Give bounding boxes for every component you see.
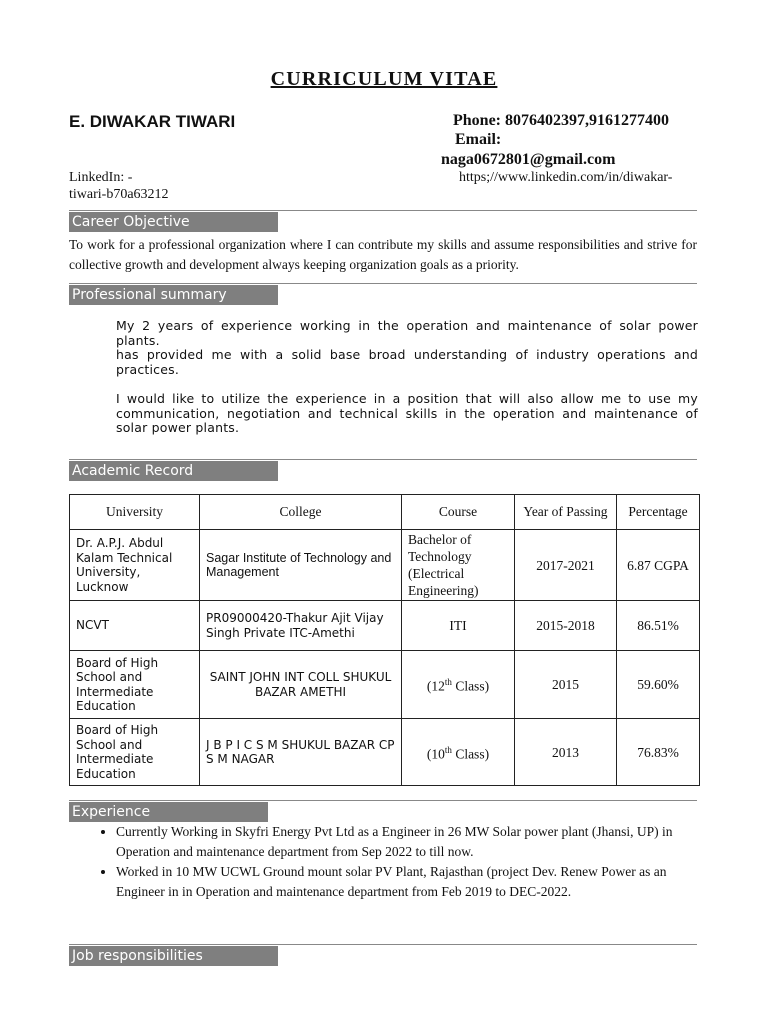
section-divider: [69, 944, 697, 945]
section-heading-experience: Experience: [69, 802, 268, 822]
experience-list: [69, 822, 697, 902]
cell-course: (12th Class): [402, 651, 515, 719]
linkedin-url-continued: tiwari-b70a63212: [69, 187, 169, 202]
linkedin-label: LinkedIn: -: [69, 170, 133, 185]
candidate-name: E. DIWAKAR TIWARI: [69, 112, 236, 131]
column-header-college: College: [200, 495, 402, 530]
cell-year: 2013: [515, 719, 617, 786]
cell-college: J B P I C S M SHUKUL BAZAR CP S M NAGAR: [200, 719, 402, 786]
column-header-percentage: Percentage: [617, 495, 700, 530]
phone-number: Phone: 8076402397,9161277400: [453, 112, 669, 129]
academic-record-table: [69, 494, 700, 786]
cell-percentage: 76.83%: [617, 719, 700, 786]
cell-percentage: 6.87 CGPA: [617, 530, 700, 601]
page-title: CURRICULUM VITAE: [270, 68, 498, 90]
section-divider: [69, 283, 697, 284]
cell-year: 2015: [515, 651, 617, 719]
cell-percentage: 59.60%: [617, 651, 700, 719]
cell-university: Board of High School and Intermediate Education: [70, 719, 200, 786]
column-header-university: University: [70, 495, 200, 530]
table-row: [70, 601, 700, 651]
cell-university: Dr. A.P.J. Abdul Kalam Technical University, Lucknow: [70, 530, 200, 601]
cell-college: PR09000420-Thakur Ajit Vijay Singh Private ITC-Amethi: [200, 601, 402, 651]
linkedin-url: https;//www.linkedin.com/in/diwakar-: [459, 170, 673, 185]
cell-year: 2015-2018: [515, 601, 617, 651]
section-divider: [69, 210, 697, 211]
list-item: • Worked in 10 MW UCWL Ground mount solar PV Plant, Rajasthan (project Dev. Renew Power as an Engineer in in Operation and maintenance department from Feb 2019 to DEC-2022.: [116, 862, 697, 902]
cell-college: Sagar Institute of Technology and Management: [200, 530, 402, 601]
column-header-year: Year of Passing: [515, 495, 617, 530]
section-divider: [69, 800, 697, 801]
summary-paragraph: My 2 years of experience working in the operation and maintenance of solar power plants.: [116, 318, 698, 348]
email-label: Email:: [455, 131, 502, 148]
email-address: naga0672801@gmail.com: [441, 151, 616, 168]
cell-percentage: 86.51%: [617, 601, 700, 651]
cell-university: Board of High School and Intermediate Education: [70, 651, 200, 719]
cell-course: ITI: [402, 601, 515, 651]
table-row: [70, 530, 700, 601]
summary-paragraph: has provided me with a solid base broad understanding of industry operations and practices.: [116, 347, 698, 377]
section-heading-academic-record: Academic Record: [69, 461, 278, 481]
section-divider: [69, 459, 697, 460]
section-heading-professional-summary: Professional summary: [69, 285, 278, 305]
section-heading-career-objective: Career Objective: [69, 212, 278, 232]
cell-course: (10th Class): [402, 719, 515, 786]
list-item: • Currently Working in Skyfri Energy Pvt Ltd as a Engineer in 26 MW Solar power plant (Jhansi, UP) in Operation and maintenance department from Sep 2022 to till now.: [116, 822, 697, 862]
career-objective-text: To work for a professional organization where I can contribute my skills and assume responsibilities and strive for collective growth and development always keeping organization goals as a priority.: [69, 237, 697, 272]
cell-university: NCVT: [70, 601, 200, 651]
summary-paragraph: I would like to utilize the experience in a position that will also allow me to use my communication, negotiation and technical skills in the operation and maintenance of solar power plants.: [116, 391, 698, 435]
cell-year: 2017-2021: [515, 530, 617, 601]
table-row: [70, 651, 700, 719]
cell-course: Bachelor of Technology (Electrical Engineering): [402, 530, 515, 601]
column-header-course: Course: [402, 495, 515, 530]
table-header-row: [70, 495, 700, 530]
table-row: [70, 719, 700, 786]
cell-college: SAINT JOHN INT COLL SHUKUL BAZAR AMETHI: [200, 651, 402, 719]
section-heading-job-responsibilities: Job responsibilities: [69, 946, 278, 966]
